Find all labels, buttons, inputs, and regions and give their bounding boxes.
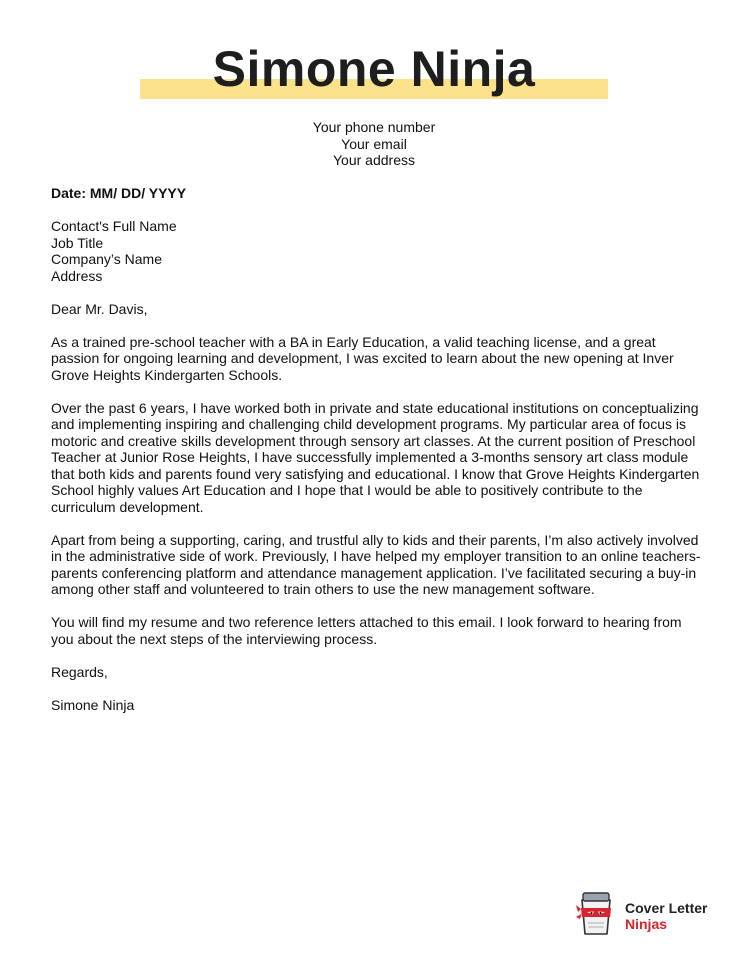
contact-info — [0, 119, 748, 169]
letter-date: Date: MM/ DD/ YYYY — [51, 185, 187, 201]
paragraph: As a trained pre-school teacher with a BA in Early Education, a valid teaching license, and a great passion for ongoing learning and development, I was excited to learn about the new opening at Inver Grove Heights Kindergarten Schools. — [51, 333, 674, 383]
cover-letter-ninjas-logo — [576, 890, 726, 936]
paragraph: Apart from being a supporting, caring, and trustful ally to kids and their parents, I’m also actively involved in the administrative side of work. Previously, I have helped my employer transition to an online teachers-parents conferencing platform and attendance management application. I’ve facilitated securing a buy-in among other staff and volunteered to train others to use the new management software. — [51, 531, 701, 597]
logo-line-ninjas: Ninjas — [625, 916, 668, 932]
ninja-mascot-icon — [576, 890, 616, 936]
paragraph: Over the past 6 years, I have worked both in private and state educational institutions on conceptualizing and implementing inspiring and challenging child development programs. My particular area of focus is motoric and creative skills development through sensory art classes. At the current position of Preschool Teacher at Junior Rose Heights, I have successfully implemented a 3-months sensory art class module that both kids and parents found very satisfying and educational. I know that Grove Heights Kindergarten School highly values Art Education and I hope that I would be able to positively contribute to the curriculum development. — [51, 399, 700, 515]
recipient-full-name: Contact's Full Name — [51, 218, 177, 234]
recipient-job-title: Job Title — [51, 234, 104, 251]
contact-address: Your address — [333, 152, 415, 168]
header — [0, 38, 748, 104]
salutation: Dear Mr. Davis, — [51, 300, 148, 317]
recipient-company: Company’s Name — [51, 251, 163, 267]
contact-email: Your email — [341, 135, 407, 152]
applicant-name: Simone Ninja — [212, 41, 536, 97]
recipient-address: Address — [51, 267, 103, 284]
logo-line-cover-letter: Cover Letter — [625, 900, 708, 916]
contact-phone: Your phone number — [312, 119, 436, 135]
logo-wordmark — [625, 900, 707, 932]
letter-body — [51, 185, 701, 713]
paragraph: You will find my resume and two reference letters attached to this email. I look forward to hearing from you about the next steps of the interviewing process. — [51, 614, 682, 647]
signature: Simone Ninja — [51, 696, 135, 713]
recipient-block — [51, 218, 701, 284]
closing: Regards, — [51, 663, 108, 680]
